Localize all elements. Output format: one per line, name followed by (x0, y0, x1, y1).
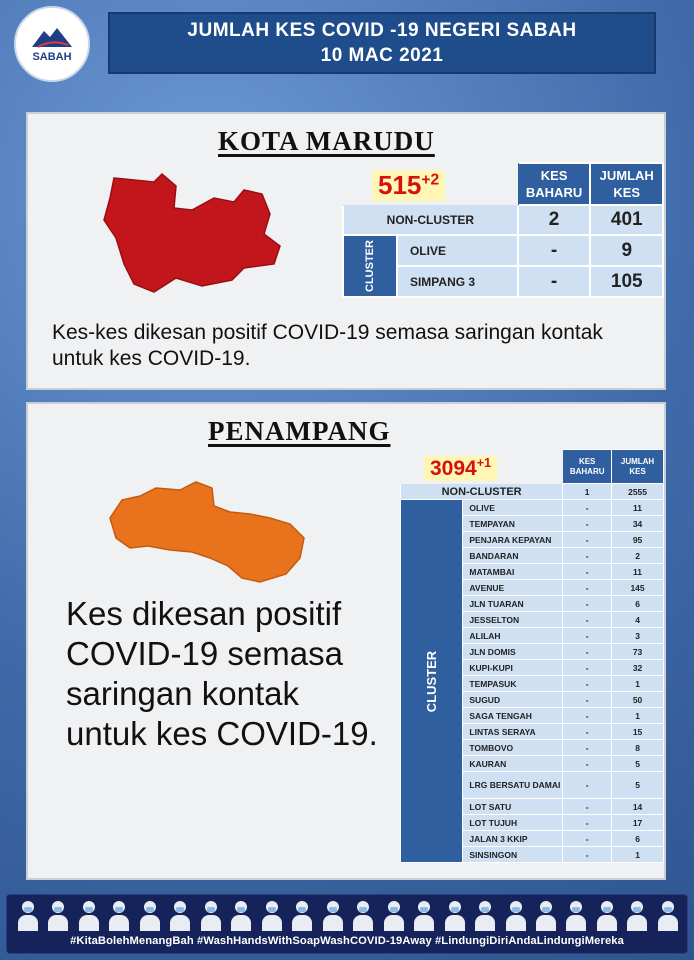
cluster-label: CLUSTER (401, 500, 463, 863)
cluster-total: 11 (612, 500, 664, 516)
title-line-2: 10 MAC 2021 (320, 45, 444, 66)
person-icon (17, 899, 39, 931)
kota-marudu-table (342, 162, 664, 298)
person-icon (78, 899, 100, 931)
kota-marudu-panel (26, 112, 666, 390)
penampang-panel (26, 402, 666, 880)
person-icon (565, 899, 587, 931)
person-icon (535, 899, 557, 931)
cluster-new: - (563, 815, 612, 831)
hashtags: #KitaBolehMenangBah #WashHandsWithSoapWashCOVID-19Away #LindungiDiriAndaLindungiMereka (70, 935, 624, 947)
non-cluster-total: 2555 (612, 484, 664, 500)
kota-marudu-map (94, 168, 284, 298)
person-icon (444, 899, 466, 931)
cluster-new: - (563, 564, 612, 580)
person-icon (322, 899, 344, 931)
person-icon (657, 899, 679, 931)
person-icon (474, 899, 496, 931)
cluster-total: 5 (612, 756, 664, 772)
cluster-new: - (518, 235, 591, 266)
mountain-icon (30, 25, 74, 49)
cluster-name: LINTAS SERAYA (463, 724, 563, 740)
cluster-new: - (563, 831, 612, 847)
person-icon (383, 899, 405, 931)
cluster-new: - (563, 500, 612, 516)
col-header-total: JUMLAH KES (612, 450, 664, 484)
cluster-total: 50 (612, 692, 664, 708)
cluster-total: 34 (612, 516, 664, 532)
col-header-new: KES BAHARU (563, 450, 612, 484)
person-icon (291, 899, 313, 931)
cluster-name: JLN DOMIS (463, 644, 563, 660)
cluster-total: 5 (612, 772, 664, 799)
person-icon (596, 899, 618, 931)
person-icon (352, 899, 374, 931)
cluster-name: TOMBOVO (463, 740, 563, 756)
cluster-name: LRG BERSATU DAMAI (463, 772, 563, 799)
cluster-total: 1 (612, 847, 664, 863)
penampang-description: Kes dikesan positif COVID-19 semasa saringan kontak untuk kes COVID-19. (66, 595, 378, 752)
cluster-new: - (563, 847, 612, 863)
cluster-new: - (563, 580, 612, 596)
penampang-total: $3094^{+1}$ (424, 456, 497, 481)
cluster-new: - (563, 676, 612, 692)
cluster-total: 6 (612, 831, 664, 847)
cluster-total: 1 (612, 708, 664, 724)
cluster-total: 32 (612, 660, 664, 676)
cluster-row (401, 500, 664, 516)
person-icon (169, 899, 191, 931)
cluster-total: 11 (612, 564, 664, 580)
cluster-total: 1 (612, 676, 664, 692)
person-icon (47, 899, 69, 931)
penampang-table (400, 449, 664, 863)
col-header-total: JUMLAH KES (590, 163, 663, 205)
person-icon (200, 899, 222, 931)
cluster-new: - (563, 756, 612, 772)
cluster-name: SINSINGON (463, 847, 563, 863)
cluster-name: AVENUE (463, 580, 563, 596)
cluster-total: 8 (612, 740, 664, 756)
cluster-total: 9 (590, 235, 663, 266)
cluster-total: 105 (590, 266, 663, 297)
cluster-new: - (563, 724, 612, 740)
cluster-name: SUGUD (463, 692, 563, 708)
cluster-new: - (563, 799, 612, 815)
cluster-total: 15 (612, 724, 664, 740)
cluster-name: OLIVE (463, 500, 563, 516)
cluster-total: 6 (612, 596, 664, 612)
person-icon (413, 899, 435, 931)
cluster-new: - (563, 772, 612, 799)
cluster-new: - (518, 266, 591, 297)
person-icon (108, 899, 130, 931)
logo-text: SABAH (32, 51, 72, 63)
cluster-name: TEMPAYAN (463, 516, 563, 532)
kota-marudu-total: $515^{+2}$ (372, 170, 445, 201)
frontliner-figures (17, 899, 679, 933)
sabah-logo (14, 6, 90, 82)
cluster-name: PENJARA KEPAYAN (463, 532, 563, 548)
penampang-title: PENAMPANG (208, 416, 391, 446)
person-icon (626, 899, 648, 931)
footer-banner (6, 894, 688, 954)
penampang-map (100, 478, 310, 588)
cluster-name: LOT TUJUH (463, 815, 563, 831)
kota-marudu-description: Kes-kes dikesan positif COVID-19 semasa saringan kontak untuk kes COVID-19. (52, 321, 603, 370)
cluster-total: 95 (612, 532, 664, 548)
col-header-new: KES BAHARU (518, 163, 591, 205)
cluster-total: 17 (612, 815, 664, 831)
cluster-name: ALILAH (463, 628, 563, 644)
cluster-name: JALAN 3 KKIP (463, 831, 563, 847)
cluster-name: KUPI-KUPI (463, 660, 563, 676)
person-icon (261, 899, 283, 931)
non-cluster-label: NON-CLUSTER (343, 205, 518, 235)
person-icon (505, 899, 527, 931)
cluster-label: CLUSTER (343, 235, 397, 297)
non-cluster-total: 401 (590, 205, 663, 235)
non-cluster-new: 1 (563, 484, 612, 500)
kota-marudu-title: KOTA MARUDU (218, 126, 435, 156)
cluster-new: - (563, 660, 612, 676)
cluster-name: JESSELTON (463, 612, 563, 628)
cluster-total: 73 (612, 644, 664, 660)
cluster-name: TEMPASUK (463, 676, 563, 692)
cluster-new: - (563, 740, 612, 756)
cluster-new: - (563, 612, 612, 628)
cluster-name: SIMPANG 3 (397, 266, 518, 297)
cluster-new: - (563, 596, 612, 612)
cluster-new: - (563, 708, 612, 724)
cluster-total: 14 (612, 799, 664, 815)
non-cluster-label: NON-CLUSTER (401, 484, 563, 500)
cluster-new: - (563, 548, 612, 564)
cluster-new: - (563, 692, 612, 708)
cluster-name: MATAMBAI (463, 564, 563, 580)
person-icon (139, 899, 161, 931)
cluster-total: 4 (612, 612, 664, 628)
cluster-new: - (563, 628, 612, 644)
cluster-new: - (563, 516, 612, 532)
cluster-total: 145 (612, 580, 664, 596)
cluster-name: BANDARAN (463, 548, 563, 564)
cluster-name: JLN TUARAN (463, 596, 563, 612)
cluster-name: OLIVE (397, 235, 518, 266)
title-line-1: JUMLAH KES COVID -19 NEGERI SABAH (187, 20, 577, 41)
cluster-name: LOT SATU (463, 799, 563, 815)
page-title (108, 12, 656, 74)
person-icon (230, 899, 252, 931)
cluster-new: - (563, 644, 612, 660)
cluster-name: KAURAN (463, 756, 563, 772)
non-cluster-new: 2 (518, 205, 591, 235)
cluster-total: 2 (612, 548, 664, 564)
cluster-name: SAGA TENGAH (463, 708, 563, 724)
cluster-total: 3 (612, 628, 664, 644)
cluster-new: - (563, 532, 612, 548)
